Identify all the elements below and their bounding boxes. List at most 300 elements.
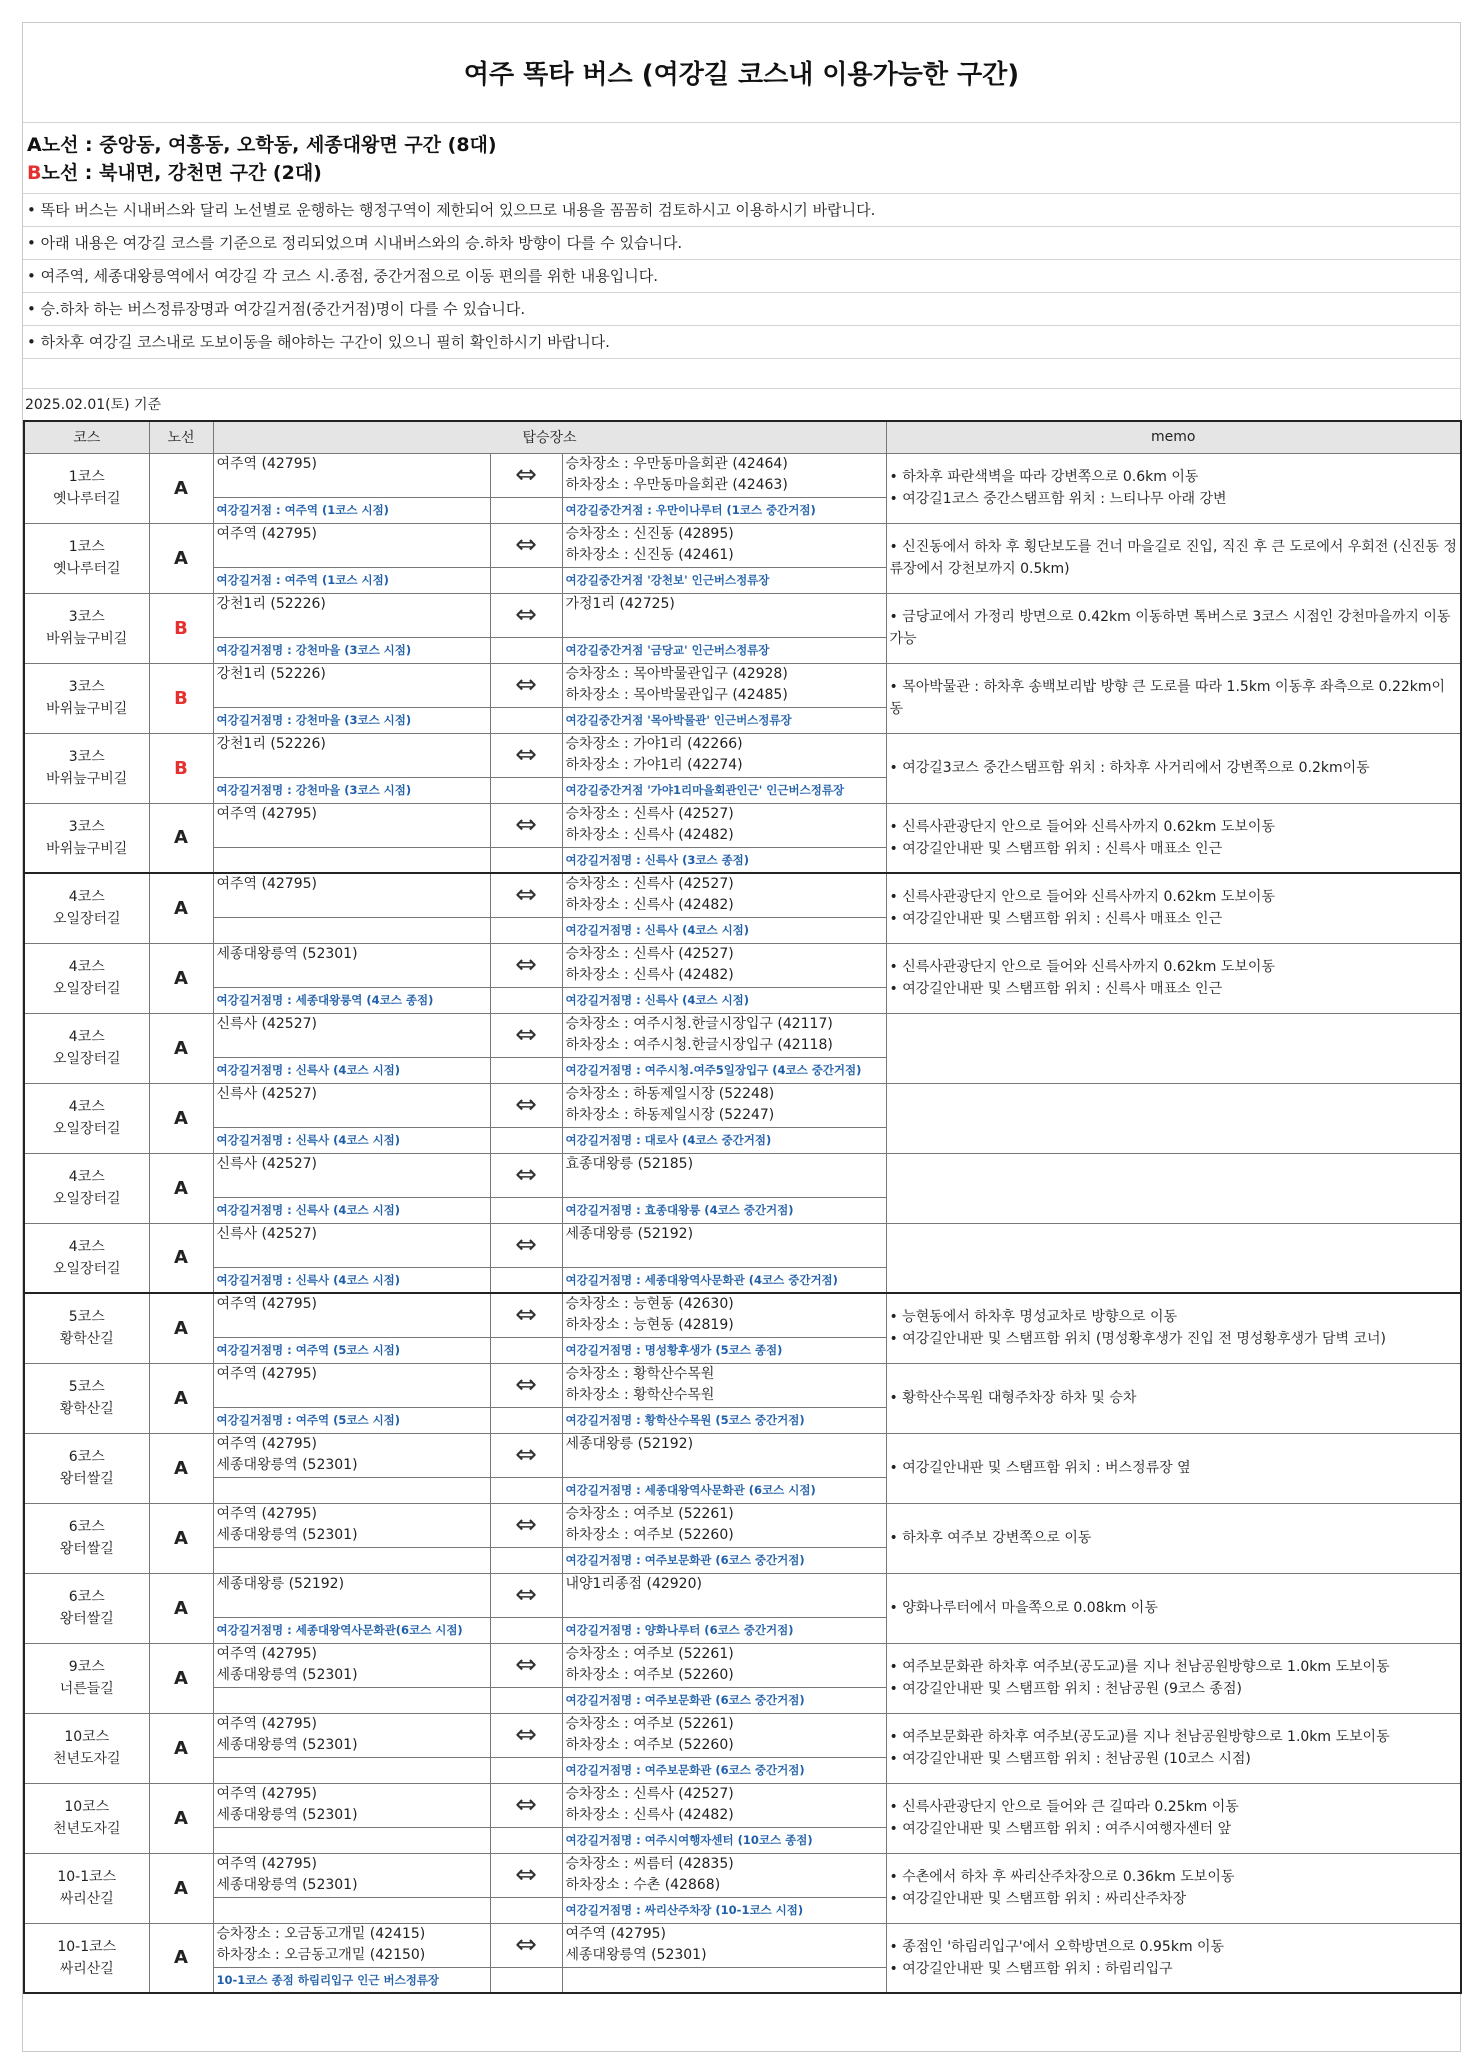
arrival-cell: [562, 1503, 886, 1547]
route-b-code: B: [27, 162, 42, 184]
departure-checkpoint: 여강길거점명 : 신륵사 (4코스 시점): [213, 1197, 490, 1223]
arrow-sub-cell: [490, 987, 562, 1013]
arrival-checkpoint: 여강길거점명 : 여주보문화관 (6코스 중간거점): [562, 1547, 886, 1573]
departure-cell: [213, 663, 490, 707]
course-text: 황학산길: [59, 1331, 114, 1348]
arrival-cell: [562, 1573, 886, 1617]
departure-text: 여주역 (42795): [216, 1715, 317, 1732]
arrival-text: 승차장소 : 목아박물관입구 (42928): [565, 665, 788, 682]
departure-cell: [213, 593, 490, 637]
route-code-cell: A: [149, 453, 213, 523]
departure-text: 여주역 (42795): [216, 1505, 317, 1522]
departure-checkpoint: [213, 1897, 490, 1923]
departure-text: 여주역 (42795): [216, 455, 317, 472]
departure-text: 하차장소 : 오금동고개밑 (42150): [216, 1946, 426, 1963]
course-text: 오일장터길: [52, 911, 121, 928]
arrow-sub-cell: [490, 1267, 562, 1293]
course-text: 옛나루터길: [52, 491, 121, 507]
arrival-text: 하차장소 : 신륵사 (42482): [565, 897, 734, 913]
departure-cell: [213, 1923, 490, 1967]
departure-text: 세종대왕릉역 (52301): [216, 1736, 358, 1753]
departure-text: 여주역 (42795): [216, 805, 317, 822]
course-cell: [24, 1713, 149, 1783]
course-cell: [24, 1223, 149, 1293]
course-text: 4코스: [68, 1029, 105, 1045]
departure-text: 여주역 (42795): [216, 1855, 317, 1872]
memo-cell: [886, 1433, 1461, 1503]
table-header-row: [24, 421, 1461, 453]
departure-text: 세종대왕릉역 (52301): [216, 1876, 358, 1893]
arrival-cell: [562, 1223, 886, 1267]
course-cell: [24, 1013, 149, 1083]
double-arrow-icon: ⇔: [490, 1923, 562, 1967]
arrow-sub-cell: [490, 1127, 562, 1153]
memo-cell: [886, 803, 1461, 873]
arrival-cell: [562, 1293, 886, 1337]
arrival-cell: [562, 1923, 886, 1967]
course-cell: [24, 1153, 149, 1223]
course-cell: [24, 803, 149, 873]
arrival-text: 승차장소 : 신진동 (42895): [565, 525, 734, 542]
course-text: 바위늪구비길: [46, 701, 128, 717]
memo-cell: [886, 873, 1461, 943]
arrow-sub-cell: [490, 1337, 562, 1363]
route-code-cell: A: [149, 1013, 213, 1083]
departure-cell: [213, 1153, 490, 1197]
departure-text: 신륵사 (42527): [216, 1155, 317, 1172]
double-arrow-icon: ⇔: [490, 803, 562, 847]
spacer-row: [23, 359, 1460, 389]
course-text: 천년도자길: [52, 1821, 121, 1837]
arrow-sub-cell: [490, 567, 562, 593]
arrival-text: 승차장소 : 가야1리 (42266): [565, 735, 743, 752]
memo-text: • 하차후 여주보 강변쪽으로 이동: [889, 1530, 1092, 1546]
departure-checkpoint: [213, 1827, 490, 1853]
course-cell: [24, 453, 149, 523]
route-code-cell: A: [149, 1853, 213, 1923]
memo-cell: [886, 1083, 1461, 1153]
arrival-cell: [562, 1433, 886, 1477]
course-text: 10-1코스: [57, 1938, 117, 1955]
note-1: • 똑타 버스는 시내버스와 달리 노선별로 운행하는 행정구역이 제한되어 있으므로 내용을 꼼꼼히 검토하시고 이용하시기 바랍니다.: [23, 194, 1460, 227]
table-row: [24, 1363, 1461, 1407]
arrival-text: 승차장소 : 황학산수목원: [565, 1365, 715, 1382]
departure-cell: [213, 1783, 490, 1827]
arrival-text: 하차장소 : 신진동 (42461): [565, 546, 734, 563]
memo-text: • 여강길안내판 및 스탬프함 위치 : 버스정류장 옆: [889, 1460, 1191, 1476]
arrival-text: 승차장소 : 능현동 (42630): [565, 1296, 734, 1312]
arrival-checkpoint: 여강길거점명 : 황학산수목원 (5코스 중간거점): [562, 1407, 886, 1433]
table-row: [24, 943, 1461, 987]
course-cell: [24, 1573, 149, 1643]
arrow-sub-cell: [490, 1687, 562, 1713]
memo-text: • 신륵사관광단지 안으로 들어와 신륵사까지 0.62km 도보이동: [889, 889, 1275, 906]
departure-checkpoint: 여강길거점명 : 여주역 (5코스 시점): [213, 1337, 490, 1363]
route-code-cell: A: [149, 1433, 213, 1503]
table-row: [24, 1643, 1461, 1687]
course-text: 3코스: [68, 679, 105, 695]
arrival-cell: [562, 1643, 886, 1687]
arrival-text: 세종대왕릉 (52192): [565, 1435, 694, 1452]
double-arrow-icon: ⇔: [490, 1573, 562, 1617]
course-text: 9코스: [68, 1659, 105, 1675]
memo-text: • 양화나루터에서 마을쪽으로 0.08km 이동: [889, 1600, 1158, 1616]
arrow-sub-cell: [490, 1617, 562, 1643]
table-row: [24, 1223, 1461, 1267]
header-route: 노선: [149, 421, 213, 453]
arrival-text: 승차장소 : 여주시청.한글시장입구 (42117): [565, 1015, 833, 1032]
header-course: 코스: [24, 421, 149, 453]
arrival-cell: [562, 523, 886, 567]
arrival-text: 세종대왕릉 (52192): [565, 1225, 694, 1242]
route-a-line: [27, 131, 1456, 159]
arrival-text: 승차장소 : 여주보 (52261): [565, 1645, 734, 1662]
departure-text: 세종대왕릉역 (52301): [216, 1456, 358, 1473]
departure-cell: [213, 1573, 490, 1617]
table-row: [24, 1923, 1461, 1967]
page-title: 여주 똑타 버스 (여강길 코스내 이용가능한 구간): [23, 23, 1460, 123]
course-text: 10코스: [64, 1799, 110, 1815]
memo-cell: [886, 1643, 1461, 1713]
table-row: [24, 1853, 1461, 1897]
course-text: 오일장터길: [52, 1121, 121, 1137]
header-place: 탑승장소: [213, 421, 886, 453]
memo-cell: [886, 663, 1461, 733]
arrival-text: 내양1리종점 (42920): [565, 1575, 702, 1592]
departure-checkpoint: 여강길거점명 : 강천마을 (3코스 시점): [213, 777, 490, 803]
course-text: 3코스: [68, 609, 105, 625]
course-text: 싸리산길: [59, 1960, 114, 1977]
memo-text: • 목아박물관 : 하차후 송백보리밥 방향 큰 도로를 따라 1.5km 이동후 좌측으로 0.22km이동: [889, 679, 1446, 717]
departure-cell: [213, 1013, 490, 1057]
table-row: [24, 873, 1461, 917]
double-arrow-icon: ⇔: [490, 1713, 562, 1757]
arrival-text: 하차장소 : 신륵사 (42482): [565, 1806, 734, 1823]
arrow-sub-cell: [490, 637, 562, 663]
table-row: [24, 453, 1461, 497]
arrival-text: 승차장소 : 우만동마을회관 (42464): [565, 455, 788, 472]
memo-text: • 신륵사관광단지 안으로 들어와 신륵사까지 0.62km 도보이동: [889, 818, 1275, 835]
course-text: 6코스: [68, 1519, 105, 1535]
departure-cell: [213, 1223, 490, 1267]
departure-text: 강천1리 (52226): [216, 665, 326, 682]
double-arrow-icon: ⇔: [490, 943, 562, 987]
route-legend: [23, 123, 1460, 194]
route-code-cell: A: [149, 1643, 213, 1713]
arrival-checkpoint: 여강길거점명 : 신륵사 (4코스 시점): [562, 987, 886, 1013]
arrival-checkpoint: 여강길거점명 : 세종대왕역사문화관 (4코스 중간거점): [562, 1267, 886, 1293]
course-cell: [24, 1083, 149, 1153]
double-arrow-icon: ⇔: [490, 1643, 562, 1687]
departure-cell: [213, 1083, 490, 1127]
document-page: [22, 22, 1461, 2052]
arrival-text: 하차장소 : 황학산수목원: [565, 1386, 715, 1403]
course-text: 4코스: [68, 1099, 105, 1115]
course-text: 바위늪구비길: [46, 771, 128, 787]
memo-cell: [886, 943, 1461, 1013]
course-cell: [24, 1293, 149, 1363]
departure-checkpoint: 여강길거점명 : 여주역 (5코스 시점): [213, 1407, 490, 1433]
arrival-checkpoint: 여강길거점명 : 효종대왕릉 (4코스 중간거점): [562, 1197, 886, 1223]
arrival-checkpoint: 여강길중간거점 '강천보' 인근버스정류장: [562, 567, 886, 593]
arrival-cell: [562, 453, 886, 497]
route-code-cell: A: [149, 1923, 213, 1993]
memo-text: • 여강길안내판 및 스탬프함 위치 (명성황후생가 진입 전 명성황후생가 담벽 코너): [889, 1331, 1386, 1348]
departure-text: 신륵사 (42527): [216, 1085, 317, 1102]
course-text: 6코스: [68, 1449, 105, 1465]
arrival-checkpoint: 여강길거점명 : 양화나루터 (6코스 중간거점): [562, 1617, 886, 1643]
double-arrow-icon: ⇔: [490, 1153, 562, 1197]
departure-cell: [213, 1363, 490, 1407]
double-arrow-icon: ⇔: [490, 453, 562, 497]
memo-text: • 신륵사관광단지 안으로 들어와 신륵사까지 0.62km 도보이동: [889, 959, 1275, 975]
arrival-checkpoint: 여강길중간거점 : 우만이나루터 (1코스 중간거점): [562, 497, 886, 523]
departure-text: 여주역 (42795): [216, 1365, 317, 1382]
memo-text: • 여강길안내판 및 스탬프함 위치 : 여주시여행자센터 앞: [889, 1821, 1232, 1837]
arrival-text: 하차장소 : 신륵사 (42482): [565, 826, 734, 843]
course-text: 6코스: [68, 1589, 105, 1605]
double-arrow-icon: ⇔: [490, 1853, 562, 1897]
arrival-text: 하차장소 : 여주보 (52260): [565, 1666, 734, 1683]
memo-text: • 황학산수목원 대형주차장 하차 및 승차: [889, 1390, 1137, 1406]
arrival-text: 승차장소 : 씨름터 (42835): [565, 1855, 734, 1872]
course-text: 3코스: [68, 818, 105, 835]
course-text: 오일장터길: [52, 1191, 121, 1207]
course-text: 5코스: [68, 1379, 105, 1395]
departure-text: 여주역 (42795): [216, 1296, 317, 1312]
table-body: [24, 453, 1461, 1993]
arrow-sub-cell: [490, 777, 562, 803]
departure-checkpoint: 여강길거점명 : 신륵사 (4코스 시점): [213, 1127, 490, 1153]
course-cell: [24, 943, 149, 1013]
course-cell: [24, 1923, 149, 1993]
table-row: [24, 1783, 1461, 1827]
arrival-checkpoint: 여강길중간거점 '목아박물관' 인근버스정류장: [562, 707, 886, 733]
arrival-text: 효종대왕릉 (52185): [565, 1155, 694, 1172]
double-arrow-icon: ⇔: [490, 1433, 562, 1477]
double-arrow-icon: ⇔: [490, 1223, 562, 1267]
arrow-sub-cell: [490, 847, 562, 873]
arrival-text: 하차장소 : 우만동마을회관 (42463): [565, 476, 788, 493]
arrival-cell: [562, 663, 886, 707]
memo-cell: [886, 1363, 1461, 1433]
arrival-text: 승차장소 : 신륵사 (42527): [565, 945, 734, 962]
arrival-checkpoint: 여강길거점명 : 여주시여행자센터 (10코스 종점): [562, 1827, 886, 1853]
arrival-text: 승차장소 : 여주보 (52261): [565, 1715, 734, 1732]
departure-text: 신륵사 (42527): [216, 1225, 317, 1242]
arrival-text: 하차장소 : 여주보 (52260): [565, 1736, 734, 1753]
route-code-cell: A: [149, 1293, 213, 1363]
departure-text: 승차장소 : 오금동고개밑 (42415): [216, 1925, 426, 1942]
arrival-text: 승차장소 : 신륵사 (42527): [565, 876, 734, 892]
course-text: 싸리산길: [59, 1891, 114, 1907]
table-row: [24, 1083, 1461, 1127]
arrival-checkpoint: 여강길거점명 : 여주보문화관 (6코스 중간거점): [562, 1757, 886, 1783]
arrival-cell: [562, 1013, 886, 1057]
course-cell: [24, 1783, 149, 1853]
departure-cell: [213, 873, 490, 917]
arrival-text: 하차장소 : 하동제일시장 (52247): [565, 1106, 775, 1123]
memo-cell: [886, 1293, 1461, 1363]
double-arrow-icon: ⇔: [490, 1083, 562, 1127]
departure-cell: [213, 453, 490, 497]
departure-cell: [213, 1503, 490, 1547]
double-arrow-icon: ⇔: [490, 663, 562, 707]
arrow-sub-cell: [490, 707, 562, 733]
memo-cell: [886, 1713, 1461, 1783]
arrow-sub-cell: [490, 917, 562, 943]
arrival-cell: [562, 943, 886, 987]
double-arrow-icon: ⇔: [490, 1013, 562, 1057]
departure-checkpoint: 여강길거점명 : 세종대왕역사문화관(6코스 시점): [213, 1617, 490, 1643]
departure-checkpoint: 여강길거점명 : 세종대왕릉역 (4코스 종점): [213, 987, 490, 1013]
course-text: 왕터쌀길: [59, 1611, 114, 1627]
table-row: [24, 1503, 1461, 1547]
route-code-cell: A: [149, 1573, 213, 1643]
table-row: [24, 523, 1461, 567]
route-code-cell: A: [149, 803, 213, 873]
departure-checkpoint: [213, 1547, 490, 1573]
departure-text: 세종대왕릉역 (52301): [216, 1806, 358, 1823]
table-row: [24, 803, 1461, 847]
arrival-text: 하차장소 : 수촌 (42868): [565, 1876, 721, 1893]
arrival-text: 가정1리 (42725): [565, 595, 675, 612]
departure-cell: [213, 1713, 490, 1757]
route-code-cell: A: [149, 1363, 213, 1433]
memo-text: • 여강길안내판 및 스탬프함 위치 : 천남공원 (9코스 종점): [889, 1681, 1242, 1697]
arrival-checkpoint: 여강길거점명 : 싸리산주차장 (10-1코스 시점): [562, 1897, 886, 1923]
note-2: • 아래 내용은 여강길 코스를 기준으로 정리되었으며 시내버스와의 승.하차 방향이 다를 수 있습니다.: [23, 227, 1460, 260]
route-code-cell: B: [149, 663, 213, 733]
table-row: [24, 733, 1461, 777]
course-cell: [24, 733, 149, 803]
departure-cell: [213, 1433, 490, 1477]
table-row: [24, 663, 1461, 707]
course-text: 바위늪구비길: [46, 631, 128, 647]
arrival-checkpoint: 여강길중간거점 '가야1리마을회관인근' 인근버스정류장: [562, 777, 886, 803]
departure-checkpoint: [213, 1477, 490, 1503]
arrow-sub-cell: [490, 1757, 562, 1783]
course-text: 1코스: [68, 469, 105, 485]
arrival-cell: [562, 1783, 886, 1827]
arrival-cell: [562, 1153, 886, 1197]
course-text: 오일장터길: [52, 1051, 121, 1067]
double-arrow-icon: ⇔: [490, 1503, 562, 1547]
arrival-checkpoint: 여강길거점명 : 대로사 (4코스 중간거점): [562, 1127, 886, 1153]
arrival-text: 승차장소 : 하동제일시장 (52248): [565, 1085, 775, 1102]
arrival-cell: [562, 1713, 886, 1757]
route-code-cell: A: [149, 873, 213, 943]
route-b-line: [27, 159, 1456, 187]
double-arrow-icon: ⇔: [490, 593, 562, 637]
arrival-checkpoint: 여강길거점명 : 신륵사 (3코스 종점): [562, 847, 886, 873]
arrival-cell: [562, 1363, 886, 1407]
arrival-cell: [562, 873, 886, 917]
arrival-cell: [562, 1853, 886, 1897]
course-text: 너른들길: [59, 1681, 114, 1697]
table-row: [24, 593, 1461, 637]
double-arrow-icon: ⇔: [490, 733, 562, 777]
route-code-cell: B: [149, 733, 213, 803]
arrival-checkpoint: 여강길거점명 : 여주시청.여주5일장입구 (4코스 중간거점): [562, 1057, 886, 1083]
memo-cell: [886, 733, 1461, 803]
memo-text: • 여강길안내판 및 스탬프함 위치 : 하림리입구: [889, 1960, 1173, 1977]
memo-text: • 여강길안내판 및 스탬프함 위치 : 천남공원 (10코스 시점): [889, 1751, 1251, 1767]
arrow-sub-cell: [490, 1057, 562, 1083]
memo-text: • 여강길안내판 및 스탬프함 위치 : 신륵사 매표소 인근: [889, 981, 1223, 997]
arrival-text: 여주역 (42795): [565, 1925, 666, 1942]
route-b-text: 노선 : 북내면, 강천면 구간 (2대): [41, 162, 322, 184]
course-cell: [24, 523, 149, 593]
departure-text: 강천1리 (52226): [216, 735, 326, 752]
arrival-checkpoint: 여강길중간거점 '금당교' 인근버스정류장: [562, 637, 886, 663]
memo-text: • 여주보문화관 하차후 여주보(공도교)를 지나 천남공원방향으로 1.0km 도보이동: [889, 1729, 1390, 1745]
table-row: [24, 1713, 1461, 1757]
course-cell: [24, 663, 149, 733]
arrival-text: 하차장소 : 목아박물관입구 (42485): [565, 686, 788, 703]
memo-text: • 수촌에서 하차 후 싸리산주차장으로 0.36km 도보이동: [889, 1869, 1235, 1885]
departure-checkpoint: 여강길거점명 : 신륵사 (4코스 시점): [213, 1057, 490, 1083]
course-text: 4코스: [68, 889, 105, 906]
arrow-sub-cell: [490, 1897, 562, 1923]
departure-cell: [213, 1853, 490, 1897]
course-text: 4코스: [68, 959, 105, 975]
route-a-code: A: [27, 134, 42, 156]
departure-cell: [213, 1293, 490, 1337]
departure-checkpoint: 여강길거점명 : 신륵사 (4코스 시점): [213, 1267, 490, 1293]
double-arrow-icon: ⇔: [490, 873, 562, 917]
memo-text: • 신륵사관광단지 안으로 들어와 큰 길따라 0.25km 이동: [889, 1799, 1239, 1815]
memo-text: • 하차후 파란색벽을 따라 강변쪽으로 0.6km 이동: [889, 469, 1199, 485]
memo-text: • 신진동에서 하차 후 횡단보도를 건너 마을길로 진입, 직진 후 큰 도로에서 우회전 (신진동 정류장에서 강천보까지 0.5km): [889, 539, 1457, 577]
arrow-sub-cell: [490, 497, 562, 523]
route-code-cell: A: [149, 1503, 213, 1573]
memo-text: • 금당교에서 가정리 방면으로 0.42km 이동하면 톡버스로 3코스 시점인 강천마을까지 이동 가능: [889, 609, 1451, 647]
table-row: [24, 1293, 1461, 1337]
course-text: 3코스: [68, 749, 105, 765]
arrival-text: 하차장소 : 능현동 (42819): [565, 1317, 734, 1333]
arrival-cell: [562, 593, 886, 637]
arrival-text: 하차장소 : 여주보 (52260): [565, 1526, 734, 1543]
departure-text: 신륵사 (42527): [216, 1015, 317, 1032]
route-a-text: 노선 : 중앙동, 여흥동, 오학동, 세종대왕면 구간 (8대): [41, 134, 497, 156]
course-cell: [24, 1503, 149, 1573]
memo-text: • 능현동에서 하차후 명성교차로 방향으로 이동: [889, 1309, 1177, 1326]
departure-checkpoint: 여강길거점 : 여주역 (1코스 시점): [213, 497, 490, 523]
course-text: 바위늪구비길: [46, 840, 128, 857]
departure-cell: [213, 1643, 490, 1687]
course-text: 10-1코스: [57, 1869, 117, 1885]
departure-checkpoint: 여강길거점명 : 강천마을 (3코스 시점): [213, 637, 490, 663]
course-text: 4코스: [68, 1169, 105, 1185]
route-code-cell: A: [149, 1783, 213, 1853]
course-cell: [24, 1643, 149, 1713]
departure-text: 세종대왕릉 (52192): [216, 1575, 345, 1592]
arrow-sub-cell: [490, 1477, 562, 1503]
table-row: [24, 1013, 1461, 1057]
departure-text: 세종대왕릉역 (52301): [216, 945, 358, 962]
course-text: 1코스: [68, 539, 105, 555]
arrival-text: 승차장소 : 신륵사 (42527): [565, 805, 734, 822]
memo-cell: [886, 1923, 1461, 1993]
table-row: [24, 1153, 1461, 1197]
memo-cell: [886, 1223, 1461, 1293]
arrival-cell: [562, 803, 886, 847]
route-code-cell: A: [149, 943, 213, 1013]
departure-text: 여주역 (42795): [216, 876, 317, 892]
course-text: 오일장터길: [52, 981, 121, 997]
arrival-checkpoint: [562, 1967, 886, 1993]
